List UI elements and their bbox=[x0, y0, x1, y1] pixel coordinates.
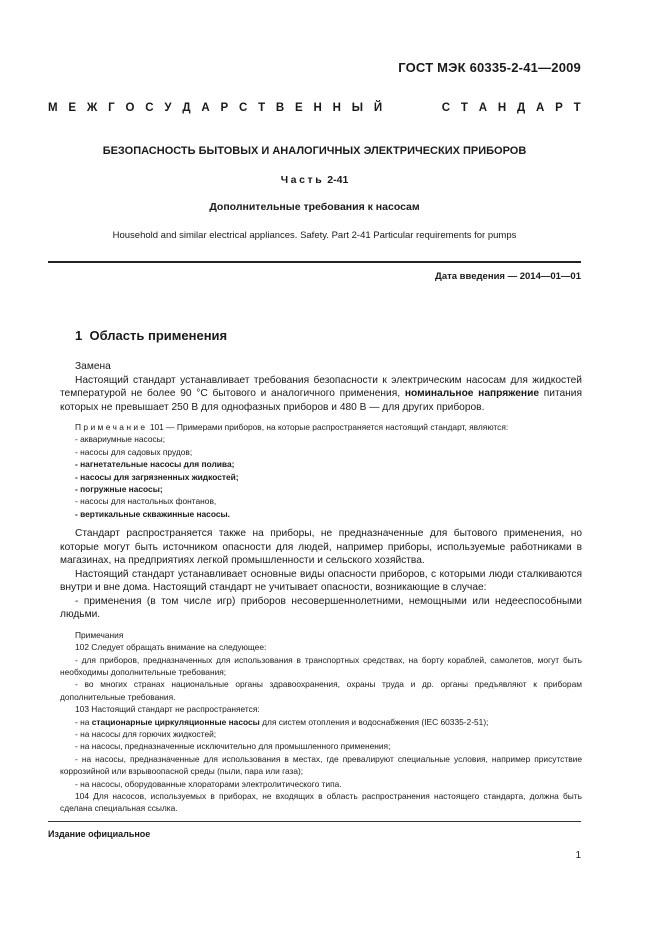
heading-letter: Р bbox=[555, 102, 563, 114]
replace-label: Замена bbox=[75, 361, 111, 372]
note-103-item-5: - на насосы, оборудованные хлораторами электролитического типа. bbox=[75, 778, 342, 789]
list-item: - нагнетательные насосы для полива; bbox=[75, 459, 235, 470]
note-103: 103 Настоящий стандарт не распространяется: bbox=[75, 704, 260, 715]
heading-letter: Е bbox=[68, 102, 77, 114]
note-103-item-1 bbox=[60, 716, 582, 728]
note-103-item-2: - на насосы для горючих жидкостей; bbox=[75, 729, 217, 739]
list-item: - погружные насосы; bbox=[75, 484, 163, 495]
document-body bbox=[60, 360, 582, 815]
heading-letter: Н bbox=[497, 102, 507, 114]
heading-letter: Ж bbox=[86, 102, 98, 114]
section-heading bbox=[75, 328, 227, 343]
heading-letter: Р bbox=[220, 102, 229, 114]
note-104: 104 Для насосов, используемых в приборах, не входящих в область распространения настоящего стандарта, должна быть сделана специальная ссылка. bbox=[60, 791, 582, 814]
page-number: 1 bbox=[575, 850, 581, 861]
list-item: - вертикальные скважинные насосы. bbox=[75, 508, 230, 519]
heading-letter: С bbox=[238, 102, 248, 114]
note-101-label: Примечание bbox=[75, 422, 148, 432]
note-103-item-3: - на насосы, предназначенные исключительно для промышленного применения; bbox=[75, 741, 391, 752]
section-number: 1 bbox=[75, 328, 83, 343]
note-103-item-1-bold: стационарные циркуляционные насосы bbox=[91, 716, 260, 727]
part-number: 2-41 bbox=[327, 174, 349, 186]
note-103-item-1-b: для систем отопления и водоснабжения (IEC 60335-2-51); bbox=[262, 716, 489, 727]
heading-letter: А bbox=[535, 102, 545, 114]
list-item: - насосы для настольных фонтанов, bbox=[75, 496, 217, 507]
list-item: - насосы для садовых прудов; bbox=[75, 446, 193, 457]
heading-letter: Т bbox=[573, 102, 581, 114]
heading-letter: А bbox=[478, 102, 488, 114]
heading-letter: С bbox=[441, 102, 451, 114]
edition-label: Издание официальное bbox=[48, 829, 151, 839]
standard-type-heading bbox=[48, 102, 581, 114]
note-101-list bbox=[60, 433, 582, 520]
heading-letter: М bbox=[48, 102, 58, 114]
heading-letter: Н bbox=[313, 102, 322, 114]
footer-divider bbox=[48, 821, 581, 822]
note-102-item-2: - во многих странах национальные органы здравоохранения, охраны труда и др. органы предъявляют к приборам дополнительные требования. bbox=[60, 679, 582, 702]
heading-letter: Д bbox=[516, 102, 526, 114]
paragraph-extension: Стандарт распространяется также на приборы, не предназначенные для бытового применения, но которые могут быть источником опасности для людей, например приборы, используемые работниками в магазинах, на предприятиях легкой промышленности и сельского хозяйства. bbox=[60, 528, 582, 567]
heading-letter: Н bbox=[332, 102, 341, 114]
part-heading bbox=[48, 174, 581, 186]
heading-letter: У bbox=[164, 102, 172, 114]
paragraph-scope-a: Настоящий стандарт устанавливает требования безопасности к электрическим насосам для жидкостей температурой не более 90 °С бытового и аналогичного применения, bbox=[60, 374, 582, 399]
note-103-item-1-a: - на bbox=[75, 716, 90, 727]
paragraph-hazards-item: - применения (в том числе игр) приборов несовершеннолетними, немощными или недееспособными людьми. bbox=[60, 595, 582, 621]
note-103-item-4: - на насосы, предназначенные для использования в местах, где превалируют специальные условия, например присутствие коррозийной или взрывоопасной среды (пыли, пара или газа); bbox=[60, 753, 582, 777]
heading-letter: Й bbox=[373, 102, 383, 114]
heading-letter: Т bbox=[460, 102, 468, 114]
heading-letter: Т bbox=[258, 102, 266, 114]
paragraph-scope bbox=[60, 374, 582, 415]
note-101 bbox=[60, 421, 582, 433]
part-label: Часть bbox=[280, 174, 325, 186]
note-101-text: 101 — Примерами приборов, на которые распространяется настоящий стандарт, являются: bbox=[149, 422, 509, 432]
introduction-date: Дата введения — 2014—01—01 bbox=[435, 271, 581, 282]
heading-letter: Ы bbox=[351, 102, 364, 114]
document-title: БЕЗОПАСНОСТЬ БЫТОВЫХ И АНАЛОГИЧНЫХ ЭЛЕКТРИЧЕСКИХ ПРИБОРОВ bbox=[102, 145, 527, 157]
document-subtitle: Дополнительные требования к насосам bbox=[209, 201, 420, 213]
paragraph-hazards: Настоящий стандарт устанавливает основные виды опасности приборов, с которыми люди сталкиваются внутри и вне дома. Настоящий стандарт не учитывает опасности, возникающие в случае: bbox=[60, 568, 582, 594]
heading-letter: В bbox=[275, 102, 285, 114]
heading-letter: С bbox=[145, 102, 154, 114]
heading-letter: Г bbox=[108, 102, 115, 114]
heading-letter: Д bbox=[182, 102, 191, 114]
document-code: ГОСТ МЭК 60335-2-41—2009 bbox=[398, 60, 581, 75]
note-102: 102 Следует обращать внимание на следующее: bbox=[75, 642, 267, 653]
notes-heading: Примечания bbox=[75, 629, 124, 640]
paragraph-scope-bold: номинальное напряжение bbox=[404, 388, 540, 399]
heading-word-gap bbox=[393, 102, 431, 114]
list-item: - аквариумные насосы; bbox=[75, 434, 166, 445]
note-102-item-1: - для приборов, предназначенных для использования в транспортных средствах, на борту кораблей, самолетов, могут быть необходимы дополнительные требования; bbox=[60, 654, 582, 677]
heading-letter: О bbox=[125, 102, 135, 114]
section-title: Область применения bbox=[89, 328, 228, 343]
heading-letter: Е bbox=[295, 102, 303, 114]
paragraph-scope-b: питания которых не превышает 250 В для однофазных приборов и 480 В — для других приборов. bbox=[60, 388, 582, 413]
heading-letter: А bbox=[201, 102, 210, 114]
divider bbox=[48, 261, 581, 263]
english-title: Household and similar electrical appliances. Safety. Part 2-41 Particular requirements for pumps bbox=[112, 230, 517, 241]
list-item: - насосы для загрязненных жидкостей; bbox=[75, 471, 239, 482]
